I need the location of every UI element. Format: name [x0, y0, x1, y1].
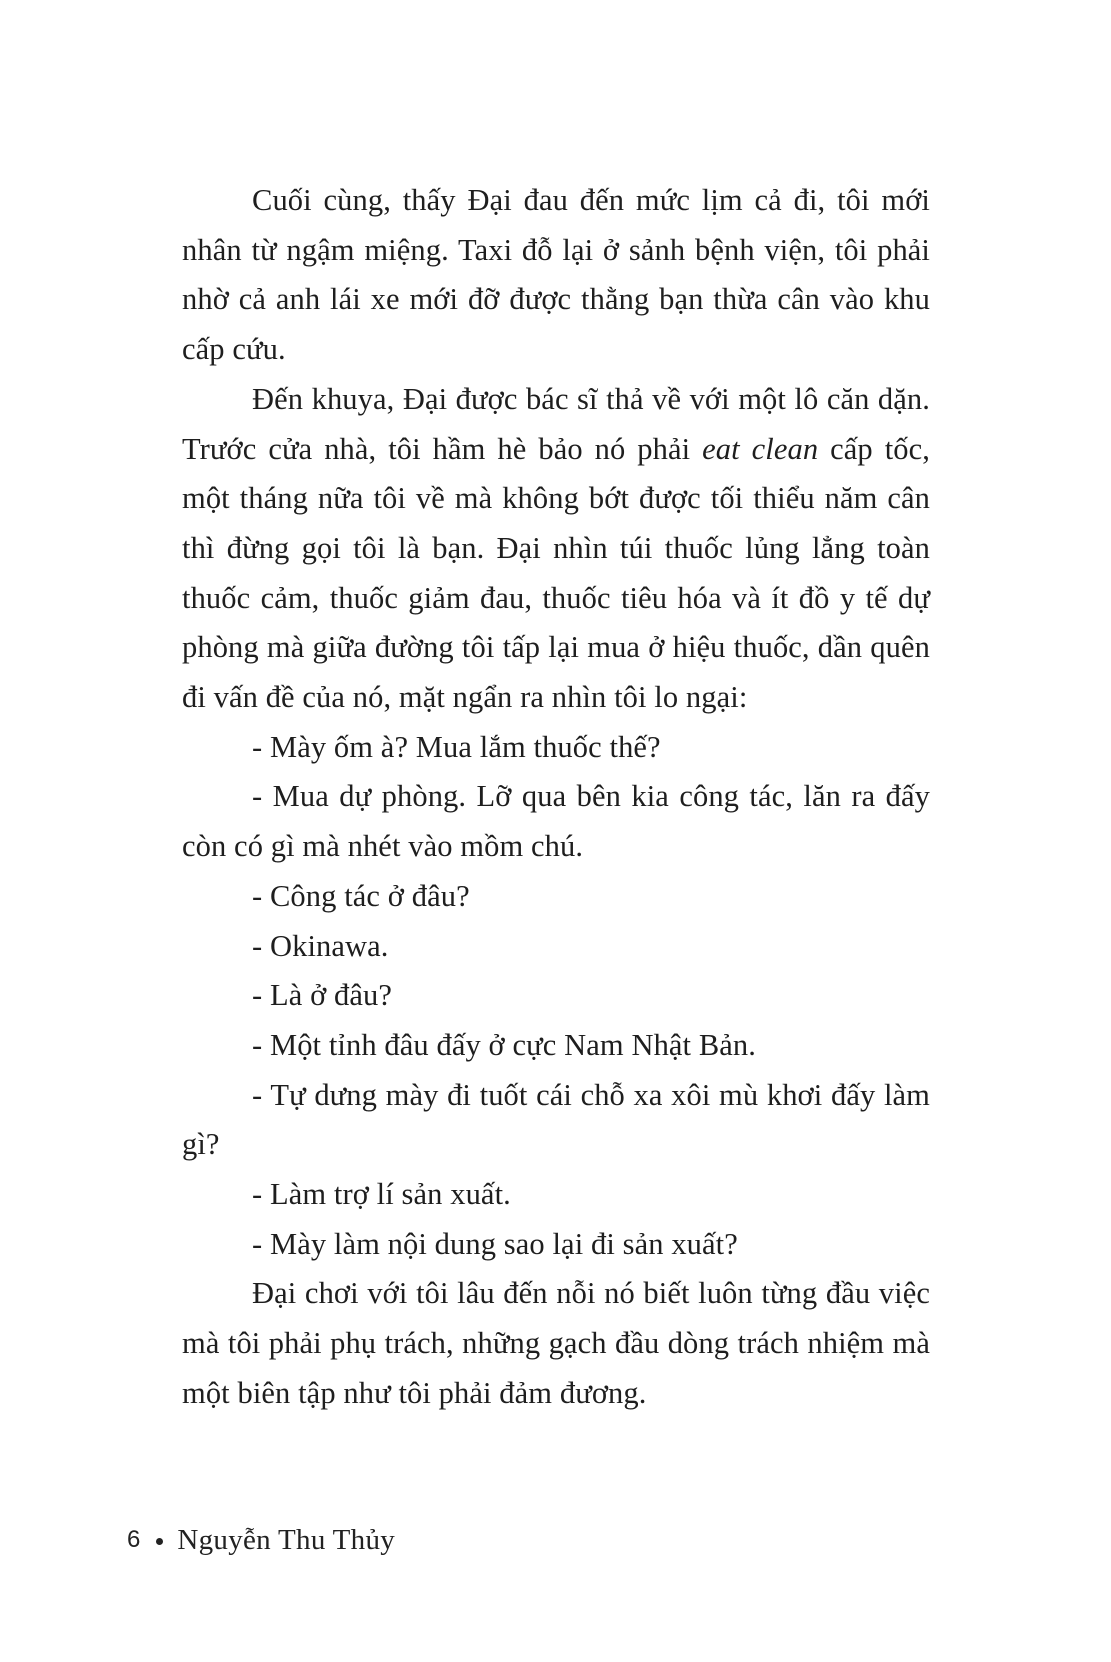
bullet-separator-icon: [156, 1538, 163, 1545]
page-number: 6: [127, 1526, 141, 1553]
paragraph-text: Đến khuya, Đại được bác sĩ thả về với một lô căn dặn. Trước cửa nhà, tôi hầm hè bảo nó phải: [182, 381, 930, 466]
paragraph: Đại chơi với tôi lâu đến nỗi nó biết luôn từng đầu việc mà tôi phải phụ trách, những gạch đầu dòng trách nhiệm mà một biên tập như tôi phải đảm đương.: [182, 1276, 930, 1410]
paragraph-text: cấp tốc, một tháng nữa tôi về mà không bớt được tối thiểu năm cân thì đừng gọi tôi là bạn. Đại nhìn túi thuốc lủng lẳng toàn thuốc cảm, thuốc giảm đau, thuốc tiêu hóa và ít đồ y tế dự phòng mà giữa đường tôi tấp lại mua ở hiệu thuốc, dần quên đi vấn đề của nó, mặt ngẩn ra nhìn tôi lo ngại:: [182, 431, 930, 715]
dialogue-line: - Công tác ở đâu?: [252, 878, 470, 913]
dialogue-line: - Mày ốm à? Mua lắm thuốc thế?: [252, 729, 661, 764]
dialogue-line: - Okinawa.: [252, 928, 389, 963]
dialogue-line: - Tự dưng mày đi tuốt cái chỗ xa xôi mù khơi đấy làm gì?: [182, 1077, 930, 1162]
paragraph: Cuối cùng, thấy Đại đau đến mức lịm cả đi, tôi mới nhân từ ngậm miệng. Taxi đỗ lại ở sảnh bệnh viện, tôi phải nhờ cả anh lái xe mới đỡ được thằng bạn thừa cân vào khu cấp cứu.: [182, 183, 930, 367]
author-name: Nguyễn Thu Thủy: [177, 1523, 396, 1556]
body-text: [182, 176, 930, 1419]
dialogue-line: - Làm trợ lí sản xuất.: [252, 1177, 511, 1212]
italic-phrase: eat clean: [702, 431, 819, 466]
dialogue-line: - Một tỉnh đâu đấy ở cực Nam Nhật Bản.: [252, 1027, 757, 1062]
paragraph: [182, 375, 930, 723]
dialogue-line: - Là ở đâu?: [252, 978, 393, 1013]
page-footer: [127, 1520, 395, 1560]
dialogue-line: - Mày làm nội dung sao lại đi sản xuất?: [252, 1226, 738, 1261]
dialogue-line: - Mua dự phòng. Lỡ qua bên kia công tác, lăn ra đấy còn có gì mà nhét vào mồm chú.: [182, 779, 930, 864]
